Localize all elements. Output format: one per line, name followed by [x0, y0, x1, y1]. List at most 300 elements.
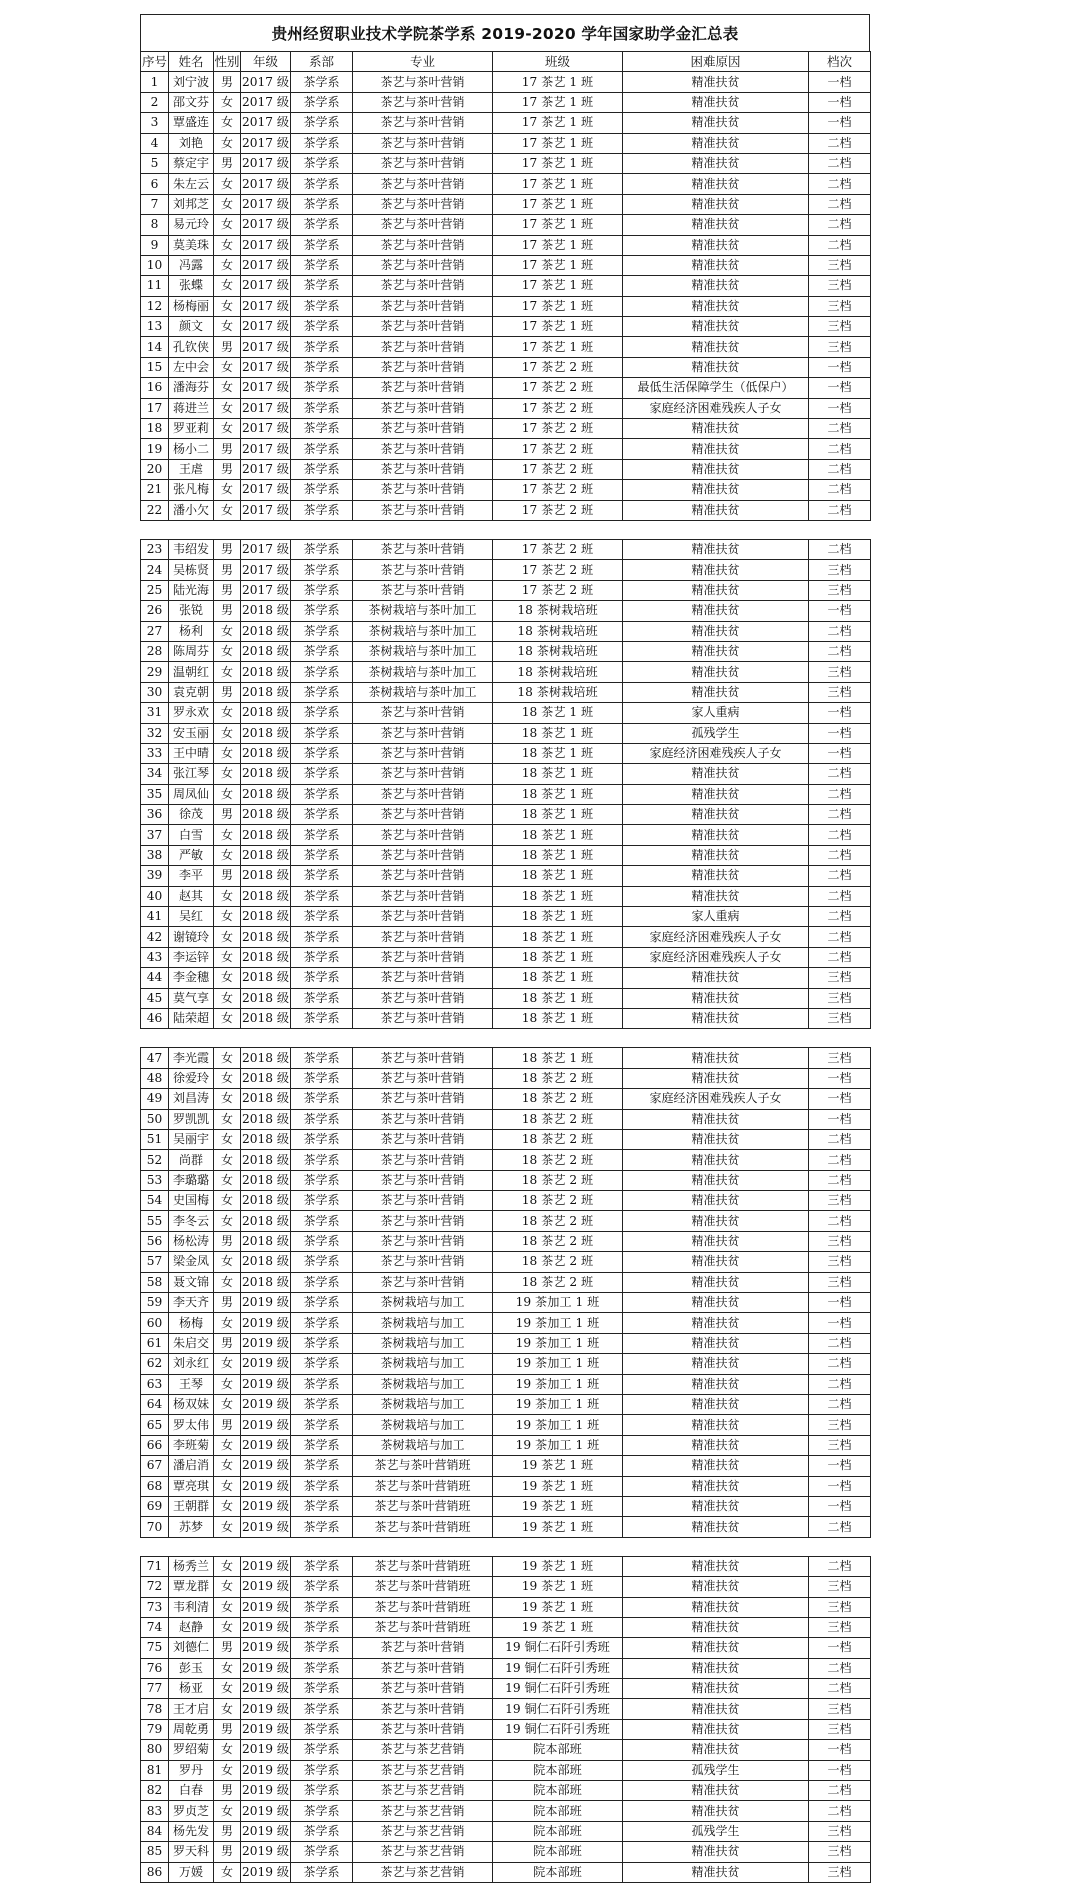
- cell-dept: 茶学系: [291, 1293, 353, 1313]
- cell-dept: 茶学系: [291, 1395, 353, 1415]
- cell-name: 王朝群: [169, 1496, 214, 1516]
- cell-seq: 85: [141, 1842, 169, 1862]
- cell-tier: 一档: [809, 398, 871, 418]
- cell-name: 刘艳: [169, 133, 214, 153]
- cell-tier: 二档: [809, 500, 871, 520]
- cell-reason: 精准扶贫: [623, 1577, 809, 1597]
- cell-tier: 二档: [809, 194, 871, 214]
- cell-name: 白春: [169, 1781, 214, 1801]
- cell-name: 覃亮琪: [169, 1476, 214, 1496]
- cell-seq: 83: [141, 1801, 169, 1821]
- table-row: [141, 296, 871, 316]
- cell-dept: 茶学系: [291, 1252, 353, 1272]
- cell-grade: 2017 级: [241, 317, 291, 337]
- cell-reason: 精准扶贫: [623, 1252, 809, 1272]
- table-row: [141, 500, 871, 520]
- cell-major: 茶艺与茶叶营销: [353, 1129, 493, 1149]
- table-segment-4: [140, 1556, 871, 1883]
- cell-name: 韦绍发: [169, 539, 214, 559]
- cell-tier: 三档: [809, 1842, 871, 1862]
- cell-major: 茶艺与茶叶营销: [353, 500, 493, 520]
- cell-seq: 68: [141, 1476, 169, 1496]
- cell-major: 茶艺与茶叶营销: [353, 378, 493, 398]
- cell-major: 茶艺与茶叶营销: [353, 1170, 493, 1190]
- cell-grade: 2019 级: [241, 1679, 291, 1699]
- cell-seq: 63: [141, 1374, 169, 1394]
- cell-class: 院本部班: [493, 1821, 623, 1841]
- cell-tier: 三档: [809, 317, 871, 337]
- table-row: [141, 1333, 871, 1353]
- table-row: [141, 1354, 871, 1374]
- cell-major: 茶艺与茶叶营销: [353, 480, 493, 500]
- cell-reason: 家庭经济困难残疾人子女: [623, 927, 809, 947]
- cell-grade: 2018 级: [241, 886, 291, 906]
- cell-tier: 一档: [809, 1293, 871, 1313]
- cell-reason: 精准扶贫: [623, 439, 809, 459]
- cell-tier: 二档: [809, 1170, 871, 1190]
- cell-major: 茶艺与茶艺营销: [353, 1842, 493, 1862]
- cell-dept: 茶学系: [291, 1211, 353, 1231]
- table-row: [141, 1740, 871, 1760]
- cell-dept: 茶学系: [291, 1638, 353, 1658]
- cell-grade: 2018 级: [241, 764, 291, 784]
- cell-gender: 女: [214, 1476, 241, 1496]
- cell-gender: 女: [214, 1456, 241, 1476]
- cell-dept: 茶学系: [291, 194, 353, 214]
- cell-gender: 女: [214, 296, 241, 316]
- cell-name: 王中晴: [169, 743, 214, 763]
- cell-gender: 女: [214, 174, 241, 194]
- cell-seq: 28: [141, 641, 169, 661]
- cell-name: 徐爱玲: [169, 1068, 214, 1088]
- cell-name: 罗贞芝: [169, 1801, 214, 1821]
- cell-gender: 男: [214, 1781, 241, 1801]
- cell-tier: 二档: [809, 1781, 871, 1801]
- cell-tier: 一档: [809, 92, 871, 112]
- cell-tier: 一档: [809, 72, 871, 92]
- cell-tier: 三档: [809, 1048, 871, 1068]
- cell-reason: 精准扶贫: [623, 133, 809, 153]
- cell-class: 18 茶艺 2 班: [493, 1272, 623, 1292]
- cell-class: 18 茶艺 2 班: [493, 1191, 623, 1211]
- cell-seq: 49: [141, 1089, 169, 1109]
- cell-grade: 2019 级: [241, 1556, 291, 1576]
- cell-gender: 女: [214, 764, 241, 784]
- cell-major: 茶艺与茶叶营销班: [353, 1556, 493, 1576]
- cell-class: 19 铜仁石阡引秀班: [493, 1679, 623, 1699]
- cell-class: 18 茶艺 2 班: [493, 1129, 623, 1149]
- cell-seq: 9: [141, 235, 169, 255]
- cell-seq: 27: [141, 621, 169, 641]
- cell-name: 徐茂: [169, 805, 214, 825]
- cell-gender: 女: [214, 662, 241, 682]
- cell-class: 18 茶树栽培班: [493, 621, 623, 641]
- cell-reason: 孤残学生: [623, 1821, 809, 1841]
- table-row: [141, 1719, 871, 1739]
- cell-major: 茶艺与茶叶营销班: [353, 1577, 493, 1597]
- table-row: [141, 580, 871, 600]
- cell-gender: 女: [214, 907, 241, 927]
- cell-major: 茶艺与茶叶营销班: [353, 1597, 493, 1617]
- cell-class: 19 茶艺 1 班: [493, 1476, 623, 1496]
- cell-major: 茶艺与茶叶营销: [353, 560, 493, 580]
- cell-major: 茶艺与茶叶营销: [353, 764, 493, 784]
- cell-class: 18 茶树栽培班: [493, 641, 623, 661]
- cell-dept: 茶学系: [291, 1374, 353, 1394]
- cell-reason: 家庭经济困难残疾人子女: [623, 743, 809, 763]
- cell-seq: 26: [141, 601, 169, 621]
- document: [140, 14, 870, 1883]
- cell-gender: 男: [214, 1231, 241, 1251]
- table-row: [141, 480, 871, 500]
- cell-grade: 2019 级: [241, 1760, 291, 1780]
- cell-reason: 精准扶贫: [623, 174, 809, 194]
- cell-grade: 2019 级: [241, 1597, 291, 1617]
- column-header-major: 专业: [353, 52, 493, 72]
- cell-grade: 2018 级: [241, 1068, 291, 1088]
- cell-name: 吴丽宇: [169, 1129, 214, 1149]
- table-row: [141, 1211, 871, 1231]
- cell-dept: 茶学系: [291, 153, 353, 173]
- cell-dept: 茶学系: [291, 1231, 353, 1251]
- cell-name: 史国梅: [169, 1191, 214, 1211]
- cell-major: 茶树栽培与加工: [353, 1435, 493, 1455]
- cell-name: 彭玉: [169, 1658, 214, 1678]
- cell-name: 杨双妹: [169, 1395, 214, 1415]
- cell-dept: 茶学系: [291, 398, 353, 418]
- cell-class: 17 茶艺 2 班: [493, 398, 623, 418]
- cell-name: 尚群: [169, 1150, 214, 1170]
- cell-tier: 二档: [809, 235, 871, 255]
- cell-class: 18 茶艺 1 班: [493, 947, 623, 967]
- cell-reason: 精准扶贫: [623, 641, 809, 661]
- cell-dept: 茶学系: [291, 539, 353, 559]
- cell-class: 院本部班: [493, 1842, 623, 1862]
- cell-dept: 茶学系: [291, 1109, 353, 1129]
- cell-grade: 2018 级: [241, 1109, 291, 1129]
- cell-grade: 2018 级: [241, 1048, 291, 1068]
- cell-dept: 茶学系: [291, 1801, 353, 1821]
- cell-tier: 二档: [809, 539, 871, 559]
- cell-dept: 茶学系: [291, 927, 353, 947]
- table-row: [141, 255, 871, 275]
- cell-gender: 女: [214, 1048, 241, 1068]
- cell-tier: 二档: [809, 1679, 871, 1699]
- cell-gender: 女: [214, 1699, 241, 1719]
- cell-class: 17 茶艺 2 班: [493, 439, 623, 459]
- table-row: [141, 1068, 871, 1088]
- cell-class: 18 茶艺 2 班: [493, 1109, 623, 1129]
- cell-dept: 茶学系: [291, 419, 353, 439]
- cell-major: 茶艺与茶叶营销: [353, 723, 493, 743]
- cell-reason: 精准扶贫: [623, 1415, 809, 1435]
- cell-class: 19 茶加工 1 班: [493, 1435, 623, 1455]
- cell-tier: 三档: [809, 662, 871, 682]
- cell-seq: 73: [141, 1597, 169, 1617]
- cell-name: 陆光海: [169, 580, 214, 600]
- cell-dept: 茶学系: [291, 1313, 353, 1333]
- cell-gender: 女: [214, 1170, 241, 1190]
- cell-seq: 72: [141, 1577, 169, 1597]
- cell-dept: 茶学系: [291, 682, 353, 702]
- cell-gender: 男: [214, 539, 241, 559]
- cell-tier: 二档: [809, 153, 871, 173]
- cell-seq: 8: [141, 215, 169, 235]
- cell-grade: 2017 级: [241, 72, 291, 92]
- cell-grade: 2017 级: [241, 215, 291, 235]
- cell-grade: 2019 级: [241, 1435, 291, 1455]
- cell-grade: 2019 级: [241, 1638, 291, 1658]
- cell-grade: 2019 级: [241, 1333, 291, 1353]
- cell-name: 朱左云: [169, 174, 214, 194]
- cell-name: 莫美珠: [169, 235, 214, 255]
- cell-seq: 44: [141, 968, 169, 988]
- cell-grade: 2018 级: [241, 1191, 291, 1211]
- cell-seq: 18: [141, 419, 169, 439]
- cell-reason: 精准扶贫: [623, 784, 809, 804]
- cell-class: 17 茶艺 1 班: [493, 92, 623, 112]
- table-row: [141, 1638, 871, 1658]
- cell-class: 19 茶艺 1 班: [493, 1556, 623, 1576]
- cell-seq: 39: [141, 866, 169, 886]
- cell-name: 周乾勇: [169, 1719, 214, 1739]
- cell-seq: 17: [141, 398, 169, 418]
- cell-class: 18 茶艺 2 班: [493, 1211, 623, 1231]
- table-row: [141, 947, 871, 967]
- cell-seq: 40: [141, 886, 169, 906]
- cell-class: 17 茶艺 2 班: [493, 419, 623, 439]
- cell-seq: 53: [141, 1170, 169, 1190]
- cell-major: 茶艺与茶叶营销: [353, 174, 493, 194]
- cell-tier: 二档: [809, 1129, 871, 1149]
- cell-seq: 2: [141, 92, 169, 112]
- cell-major: 茶艺与茶叶营销: [353, 703, 493, 723]
- cell-name: 罗绍菊: [169, 1740, 214, 1760]
- cell-name: 杨先发: [169, 1821, 214, 1841]
- cell-reason: 家庭经济困难残疾人子女: [623, 398, 809, 418]
- cell-major: 茶艺与茶叶营销: [353, 1048, 493, 1068]
- cell-reason: 精准扶贫: [623, 480, 809, 500]
- cell-reason: 精准扶贫: [623, 1862, 809, 1882]
- cell-gender: 女: [214, 947, 241, 967]
- cell-grade: 2018 级: [241, 1211, 291, 1231]
- cell-gender: 女: [214, 480, 241, 500]
- cell-grade: 2018 级: [241, 601, 291, 621]
- cell-tier: 一档: [809, 1476, 871, 1496]
- cell-grade: 2017 级: [241, 194, 291, 214]
- cell-grade: 2017 级: [241, 337, 291, 357]
- table-row: [141, 1821, 871, 1841]
- cell-name: 杨松涛: [169, 1231, 214, 1251]
- cell-major: 茶艺与茶叶营销: [353, 194, 493, 214]
- cell-name: 蒋进兰: [169, 398, 214, 418]
- cell-seq: 6: [141, 174, 169, 194]
- cell-gender: 女: [214, 1496, 241, 1516]
- cell-gender: 女: [214, 1862, 241, 1882]
- cell-class: 19 茶加工 1 班: [493, 1293, 623, 1313]
- cell-dept: 茶学系: [291, 1435, 353, 1455]
- cell-major: 茶艺与茶叶营销班: [353, 1517, 493, 1537]
- table-row: [141, 194, 871, 214]
- cell-name: 王虐: [169, 459, 214, 479]
- cell-major: 茶艺与茶艺营销: [353, 1862, 493, 1882]
- cell-dept: 茶学系: [291, 968, 353, 988]
- cell-name: 李金穗: [169, 968, 214, 988]
- cell-dept: 茶学系: [291, 1577, 353, 1597]
- cell-grade: 2019 级: [241, 1313, 291, 1333]
- cell-seq: 29: [141, 662, 169, 682]
- cell-gender: 男: [214, 459, 241, 479]
- cell-name: 冯露: [169, 255, 214, 275]
- column-header-gender: 性别: [214, 52, 241, 72]
- column-header-name: 姓名: [169, 52, 214, 72]
- cell-gender: 女: [214, 1129, 241, 1149]
- cell-name: 李璐璐: [169, 1170, 214, 1190]
- cell-gender: 女: [214, 215, 241, 235]
- cell-dept: 茶学系: [291, 1129, 353, 1149]
- cell-major: 茶艺与茶艺营销: [353, 1821, 493, 1841]
- cell-major: 茶艺与茶叶营销: [353, 215, 493, 235]
- cell-grade: 2017 级: [241, 539, 291, 559]
- cell-major: 茶艺与茶叶营销: [353, 927, 493, 947]
- cell-major: 茶艺与茶叶营销: [353, 439, 493, 459]
- cell-gender: 女: [214, 1597, 241, 1617]
- cell-gender: 男: [214, 560, 241, 580]
- cell-major: 茶艺与茶叶营销班: [353, 1617, 493, 1637]
- table-row: [141, 1679, 871, 1699]
- cell-seq: 36: [141, 805, 169, 825]
- cell-gender: 女: [214, 1211, 241, 1231]
- cell-major: 茶艺与茶叶营销: [353, 357, 493, 377]
- cell-class: 17 茶艺 1 班: [493, 174, 623, 194]
- cell-grade: 2017 级: [241, 378, 291, 398]
- cell-tier: 一档: [809, 1089, 871, 1109]
- cell-name: 张蝶: [169, 276, 214, 296]
- cell-gender: 男: [214, 1719, 241, 1739]
- cell-reason: 精准扶贫: [623, 357, 809, 377]
- cell-tier: 二档: [809, 215, 871, 235]
- cell-tier: 一档: [809, 601, 871, 621]
- cell-seq: 66: [141, 1435, 169, 1455]
- cell-grade: 2018 级: [241, 1272, 291, 1292]
- cell-reason: 精准扶贫: [623, 1293, 809, 1313]
- cell-major: 茶艺与茶叶营销: [353, 459, 493, 479]
- cell-gender: 男: [214, 439, 241, 459]
- cell-class: 19 铜仁石阡引秀班: [493, 1699, 623, 1719]
- cell-dept: 茶学系: [291, 480, 353, 500]
- cell-name: 刘德仁: [169, 1638, 214, 1658]
- cell-major: 茶树栽培与加工: [353, 1395, 493, 1415]
- cell-reason: 精准扶贫: [623, 419, 809, 439]
- table-row: [141, 1862, 871, 1882]
- cell-major: 茶艺与茶叶营销: [353, 743, 493, 763]
- cell-grade: 2019 级: [241, 1719, 291, 1739]
- cell-gender: 女: [214, 255, 241, 275]
- cell-class: 19 茶艺 1 班: [493, 1496, 623, 1516]
- cell-seq: 47: [141, 1048, 169, 1068]
- cell-grade: 2017 级: [241, 419, 291, 439]
- cell-tier: 二档: [809, 1556, 871, 1576]
- cell-seq: 22: [141, 500, 169, 520]
- cell-name: 罗太伟: [169, 1415, 214, 1435]
- cell-seq: 21: [141, 480, 169, 500]
- cell-dept: 茶学系: [291, 1617, 353, 1637]
- table-row: [141, 1577, 871, 1597]
- cell-class: 19 茶加工 1 班: [493, 1313, 623, 1333]
- cell-class: 18 茶艺 2 班: [493, 1089, 623, 1109]
- cell-name: 朱启交: [169, 1333, 214, 1353]
- cell-class: 17 茶艺 1 班: [493, 215, 623, 235]
- cell-tier: 三档: [809, 255, 871, 275]
- cell-tier: 三档: [809, 1862, 871, 1882]
- cell-gender: 男: [214, 1333, 241, 1353]
- cell-tier: 一档: [809, 723, 871, 743]
- cell-dept: 茶学系: [291, 580, 353, 600]
- cell-gender: 女: [214, 825, 241, 845]
- cell-gender: 女: [214, 621, 241, 641]
- cell-dept: 茶学系: [291, 1048, 353, 1068]
- cell-grade: 2019 级: [241, 1354, 291, 1374]
- cell-reason: 精准扶贫: [623, 1801, 809, 1821]
- table-row: [141, 1760, 871, 1780]
- table-row: [141, 317, 871, 337]
- table-row: [141, 1272, 871, 1292]
- cell-grade: 2018 级: [241, 1150, 291, 1170]
- cell-reason: 精准扶贫: [623, 1150, 809, 1170]
- table-segment-2: [140, 539, 871, 1029]
- cell-dept: 茶学系: [291, 1333, 353, 1353]
- cell-major: 茶艺与茶叶营销班: [353, 1456, 493, 1476]
- cell-gender: 男: [214, 682, 241, 702]
- cell-class: 18 茶树栽培班: [493, 601, 623, 621]
- cell-reason: 精准扶贫: [623, 1374, 809, 1394]
- cell-grade: 2017 级: [241, 235, 291, 255]
- cell-class: 19 茶艺 1 班: [493, 1617, 623, 1637]
- cell-seq: 30: [141, 682, 169, 702]
- cell-gender: 女: [214, 1109, 241, 1129]
- cell-class: 17 茶艺 1 班: [493, 337, 623, 357]
- cell-gender: 女: [214, 1191, 241, 1211]
- cell-reason: 精准扶贫: [623, 1191, 809, 1211]
- cell-seq: 12: [141, 296, 169, 316]
- cell-class: 18 茶艺 1 班: [493, 988, 623, 1008]
- cell-name: 罗天科: [169, 1842, 214, 1862]
- cell-class: 院本部班: [493, 1740, 623, 1760]
- cell-grade: 2018 级: [241, 682, 291, 702]
- table-row: [141, 743, 871, 763]
- cell-reason: 精准扶贫: [623, 1597, 809, 1617]
- table-row: [141, 641, 871, 661]
- cell-class: 17 茶艺 1 班: [493, 194, 623, 214]
- cell-seq: 78: [141, 1699, 169, 1719]
- cell-tier: 二档: [809, 1374, 871, 1394]
- cell-class: 18 茶艺 1 班: [493, 825, 623, 845]
- cell-seq: 34: [141, 764, 169, 784]
- cell-seq: 58: [141, 1272, 169, 1292]
- cell-gender: 女: [214, 1577, 241, 1597]
- cell-seq: 35: [141, 784, 169, 804]
- cell-seq: 80: [141, 1740, 169, 1760]
- cell-major: 茶树栽培与茶叶加工: [353, 662, 493, 682]
- cell-dept: 茶学系: [291, 1170, 353, 1190]
- cell-tier: 一档: [809, 378, 871, 398]
- cell-tier: 三档: [809, 560, 871, 580]
- cell-major: 茶艺与茶叶营销: [353, 419, 493, 439]
- table-row: [141, 439, 871, 459]
- cell-reason: 精准扶贫: [623, 153, 809, 173]
- cell-reason: 精准扶贫: [623, 988, 809, 1008]
- cell-major: 茶艺与茶叶营销: [353, 92, 493, 112]
